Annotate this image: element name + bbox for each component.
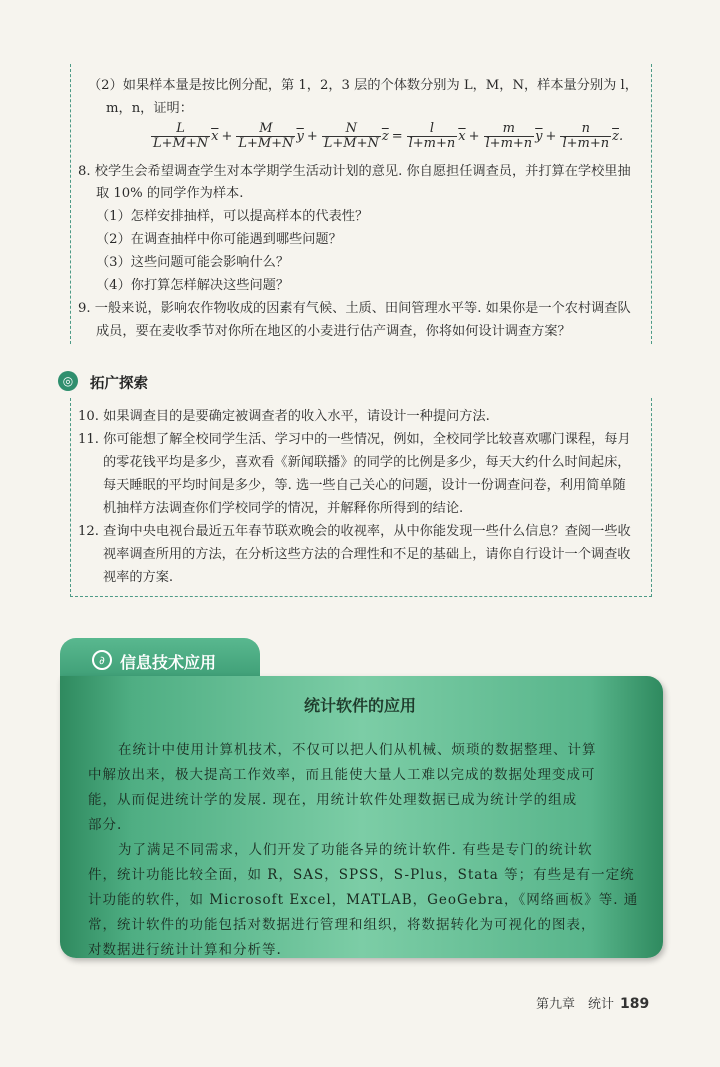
q11-line3: 每天睡眠的平均时间是多少，等. 选一些自己关心的问题，设计一份调查问卷，利用简单随: [103, 478, 626, 493]
fraction-l: $\frac{l}{l+m+n}$: [408, 121, 456, 151]
q8-sub1: （1）怎样安排抽样，可以提高样本的代表性？: [96, 209, 369, 224]
q8-line1: 8. 校学生会希望调查学生对本学期学生活动计划的意见. 你自愿担任调查员，并打算在学校里抽: [78, 164, 631, 179]
info-line-4: 部分.: [88, 817, 123, 833]
proportion-formula: $\frac{L}{L+M+N}$ $\overline{x}$ + $\frac{M}{L+M+N}$ $\overline{y}$ + $\frac{N}{L+M+N}$ $\overline{z}$ = $\frac{l}{l+m+n}$ $\overline{x}$ + $\frac{m}{l+m+n}$ $\overline{y}$ + $\frac{n}{l+m+n}$ $\overline{z}$ .: [153, 121, 624, 151]
q10-line1: 10. 如果调查目的是要确定被调查者的收入水平，请设计一种提问方法.: [78, 409, 490, 424]
info-tech-tab-title: 信息技术应用: [120, 653, 217, 672]
q11-line4: 机抽样方法调查你们学校同学的情况，并解释你所得到的结论.: [103, 501, 464, 516]
q8-sub2: （2）在调查抽样中你可能遇到哪些问题？: [96, 232, 342, 247]
info-line-3: 能，从而促进统计学的发展. 现在，用统计软件处理数据已成为统计学的组成: [88, 792, 578, 808]
fraction-M: $\frac{M}{L+M+N}$: [238, 121, 294, 151]
info-tech-icon: ∂: [92, 650, 112, 670]
page-number: 189: [620, 996, 650, 1012]
info-line-7: 计功能的软件，如 Microsoft Excel，MATLAB，GeoGebra，《网络画板》等. 通: [88, 892, 639, 908]
info-line-6: 件，统计功能比较全面，如 R，SAS，SPSS，S-Plus，Stata 等；有些是有一定统: [88, 867, 635, 883]
q11-line2: 的零花钱平均是多少，喜欢看《新闻联播》的同学的比例是多少，每天大约什么时间起床，: [103, 455, 631, 470]
explore-box-border: [70, 398, 652, 597]
fraction-n: $\frac{n}{l+m+n}$: [562, 121, 610, 151]
q8-sub3: （3）这些问题可能会影响什么？: [96, 255, 290, 270]
fraction-N: $\frac{N}{L+M+N}$: [323, 121, 379, 151]
fraction-L: $\frac{L}{L+M+N}$: [153, 121, 209, 151]
page-footer: [536, 993, 649, 1012]
explore-badge-icon: ◎: [58, 371, 78, 391]
q11-line1: 11. 你可能想了解全校同学生活、学习中的一些情况，例如，全校同学比较喜欢哪门课程，每月: [78, 432, 631, 447]
explore-heading: 拓广探索: [90, 376, 148, 392]
q7-part2-line2: m，n，证明：: [106, 101, 193, 116]
q7-part2-line1: （2）如果样本量是按比例分配，第 1，2，3 层的个体数分别为 L，M，N，样本量分别为 l，: [88, 78, 638, 93]
info-line-1: 在统计中使用计算机技术，不仅可以把人们从机械、烦琐的数据整理、计算: [118, 742, 597, 758]
q8-line2: 取 10% 的同学作为样本.: [96, 186, 244, 201]
q12-line1: 12. 查询中央电视台最近五年春节联欢晚会的收视率，从中你能发现一些什么信息？查阅一些收: [78, 524, 631, 539]
info-line-2: 中解放出来，极大提高工作效率，而且能使大量人工难以完成的数据处理变成可: [88, 767, 596, 783]
q12-line2: 视率调查所用的方法，在分析这些方法的合理性和不足的基础上，请你自行设计一个调查收: [103, 547, 631, 562]
q12-line3: 视率的方案.: [103, 570, 174, 585]
q9-line1: 9. 一般来说，影响农作物收成的因素有气候、土质、田间管理水平等. 如果你是一个农村调查队: [78, 301, 631, 316]
fraction-m: $\frac{m}{l+m+n}$: [485, 121, 533, 151]
info-line-5: 为了满足不同需求，人们开发了功能各异的统计软件. 有些是专门的统计软: [118, 842, 593, 858]
info-line-8: 常，统计软件的功能包括对数据进行管理和组织，将数据转化为可视化的图表，: [88, 917, 596, 933]
q8-sub4: （4）你打算怎样解决这些问题？: [96, 278, 290, 293]
q9-line2: 成员，要在麦收季节对你所在地区的小麦进行估产调查，你将如何设计调查方案？: [96, 324, 571, 339]
chapter-label: 第九章 统计: [536, 997, 615, 1012]
info-line-9: 对数据进行统计计算和分析等.: [88, 942, 282, 958]
info-panel-title: 统计软件的应用: [303, 696, 416, 715]
